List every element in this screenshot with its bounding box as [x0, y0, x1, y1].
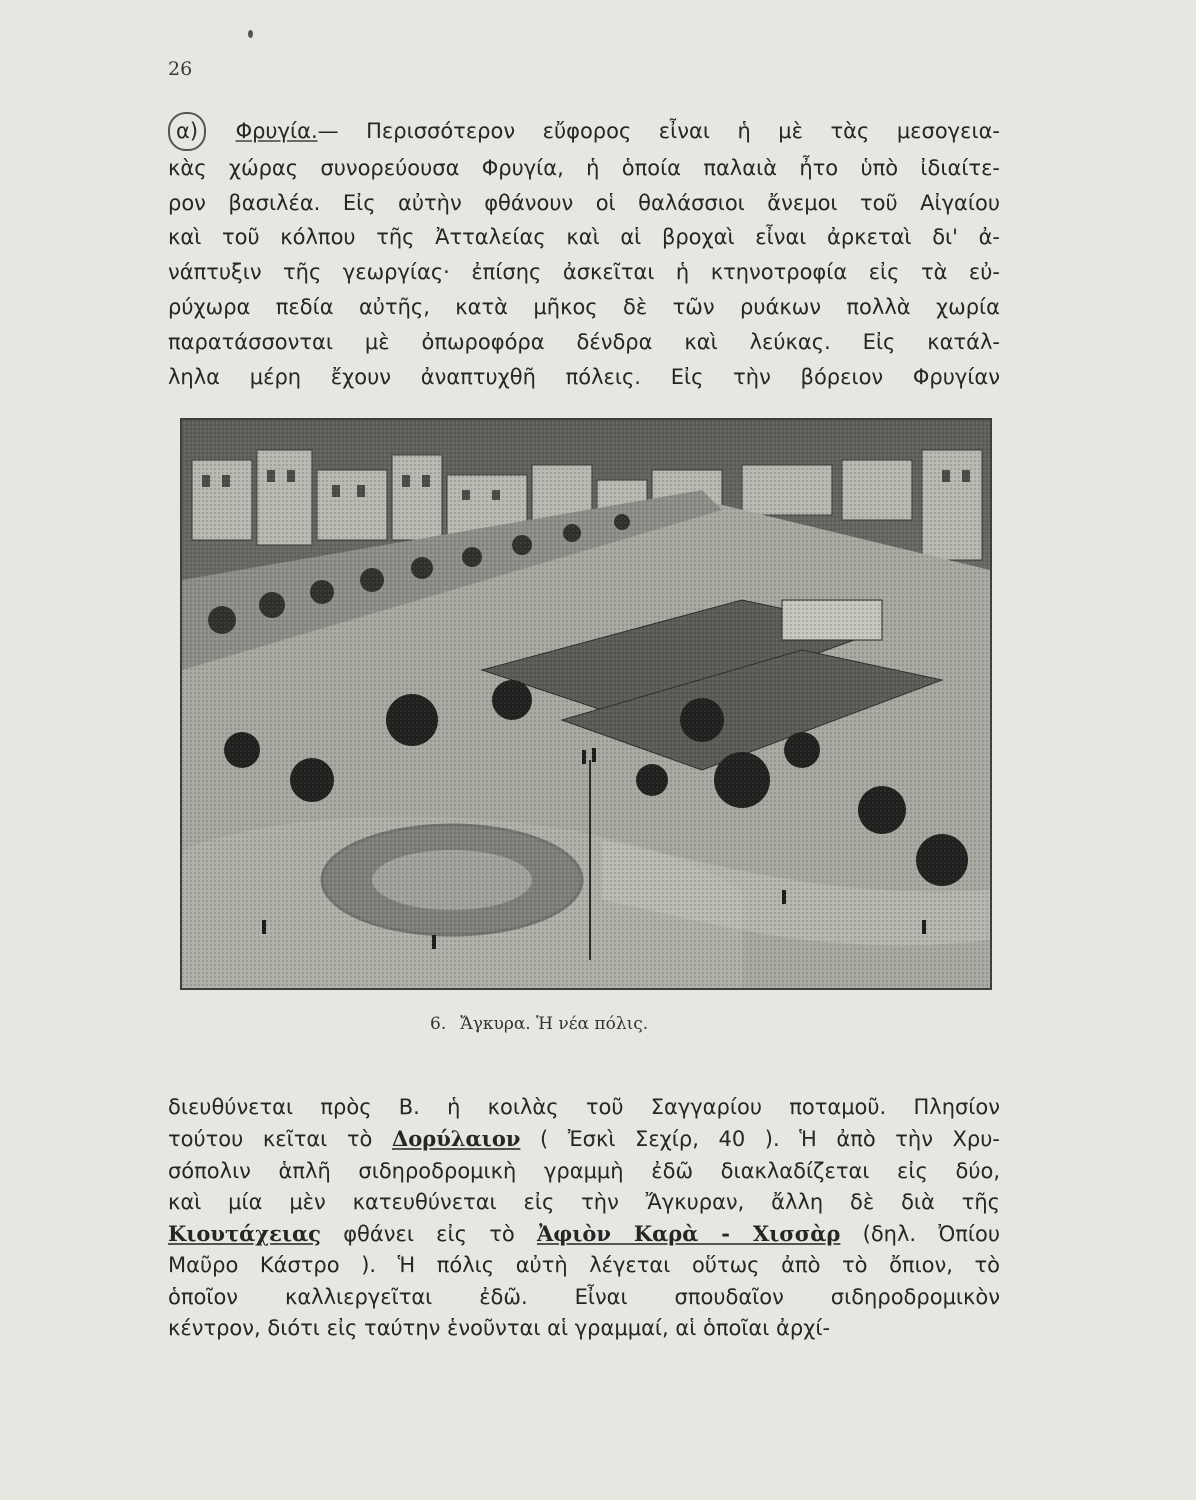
photo-illustration: [182, 420, 990, 988]
line-text: (δηλ. Ὀπίου: [840, 1222, 1000, 1247]
paragraph-line: παρατάσσονται μὲ ὀπωροφόρα δένδρα καὶ λεύκας. Εἰς κατάλ-: [168, 329, 1000, 354]
paragraph-line: διευθύνεται πρὸς Β. ἡ κοιλὰς τοῦ Σαγγαρίου ποταμοῦ. Πλησίον: [168, 1095, 1000, 1119]
paragraph-line: ὁποῖον καλλιεργεῖται ἐδῶ. Εἶναι σπουδαῖον σιδηροδρομικὸν: [168, 1284, 1000, 1309]
page-mark: [248, 30, 253, 38]
section-heading: Φρυγία.: [235, 119, 318, 143]
line-text: φθάνει εἰς τὸ: [320, 1222, 537, 1247]
caption-number: 6.: [430, 1014, 447, 1034]
paragraph-line: νάπτυξιν τῆς γεωργίας· ἐπίσης ἀσκεῖται ἡ κτηνοτροφία εἰς τὰ εὐ-: [168, 260, 1000, 285]
bottom-paragraph: [168, 1092, 1000, 1344]
place-name-afion-kara-hissar: Ἀφιὸν Καρὰ - Χισσὰρ: [536, 1221, 841, 1247]
paragraph-line: ληλα μέρη ἔχουν ἀναπτυχθῆ πόλεις. Εἰς τὴν βόρειον Φρυγίαν: [168, 364, 1000, 389]
paragraph-line: σόπολιν ἁπλῆ σιδηροδρομικὴ γραμμὴ ἐδῶ διακλαδίζεται εἰς δύο,: [168, 1158, 1000, 1183]
figure-caption: [430, 1014, 770, 1034]
paragraph-line: [168, 1218, 1000, 1250]
paragraph-line: ρύχωρα πεδία αὐτῆς, κατὰ μῆκος δὲ τῶν ρυάκων πολλὰ χωρία: [168, 294, 1000, 319]
paragraph-line: [168, 1123, 1000, 1155]
line-text: τούτου κεῖται τὸ: [168, 1127, 392, 1152]
line-text: — Περισσότερον εὔφορος εἶναι ἡ μὲ τὰς μεσογεια-: [317, 119, 1000, 143]
paragraph-line: [168, 112, 1000, 151]
paragraph-line: ρον βασιλέα. Εἰς αὐτὴν φθάνουν οἱ θαλάσσιοι ἄνεμοι τοῦ Αἰγαίου: [168, 190, 1000, 215]
city-photograph: [180, 418, 992, 990]
page-number: 26: [168, 58, 193, 80]
top-paragraph: [168, 112, 1000, 394]
section-label: α): [168, 112, 206, 151]
paragraph-line: κέντρον, διότι εἰς ταύτην ἑνοῦνται αἱ γραμμαί, αἱ ὁποῖαι ἀρχί-: [168, 1316, 831, 1341]
paragraph-line: κὰς χώρας συνορεύουσα Φρυγία, ἡ ὁποία παλαιὰ ἦτο ὑπὸ ἰδιαίτε-: [168, 155, 1000, 180]
paragraph-line: Μαῦρο Κάστρο ). Ἡ πόλις αὐτὴ λέγεται οὕτως ἀπὸ τὸ ὄπιον, τὸ: [168, 1253, 1000, 1278]
paragraph-line: καὶ μία μὲν κατευθύνεται εἰς τὴν Ἄγκυραν, ἄλλη δὲ διὰ τῆς: [168, 1189, 1000, 1214]
place-name-kioutacheia: Κιουτάχειας: [168, 1221, 321, 1247]
place-name-dorylaion: Δορύλαιον: [391, 1126, 521, 1152]
paragraph-line: καὶ τοῦ κόλπου τῆς Ἀτταλείας καὶ αἱ βροχαὶ εἶναι ἀρκεταὶ δι' ἀ-: [168, 225, 1000, 250]
line-text: ( Ἐσκὶ Σεχίρ, 40 ). Ἡ ἀπὸ τὴν Χρυ-: [520, 1127, 1000, 1152]
caption-text: Ἄγκυρα. Ἡ νέα πόλις.: [460, 1014, 649, 1034]
